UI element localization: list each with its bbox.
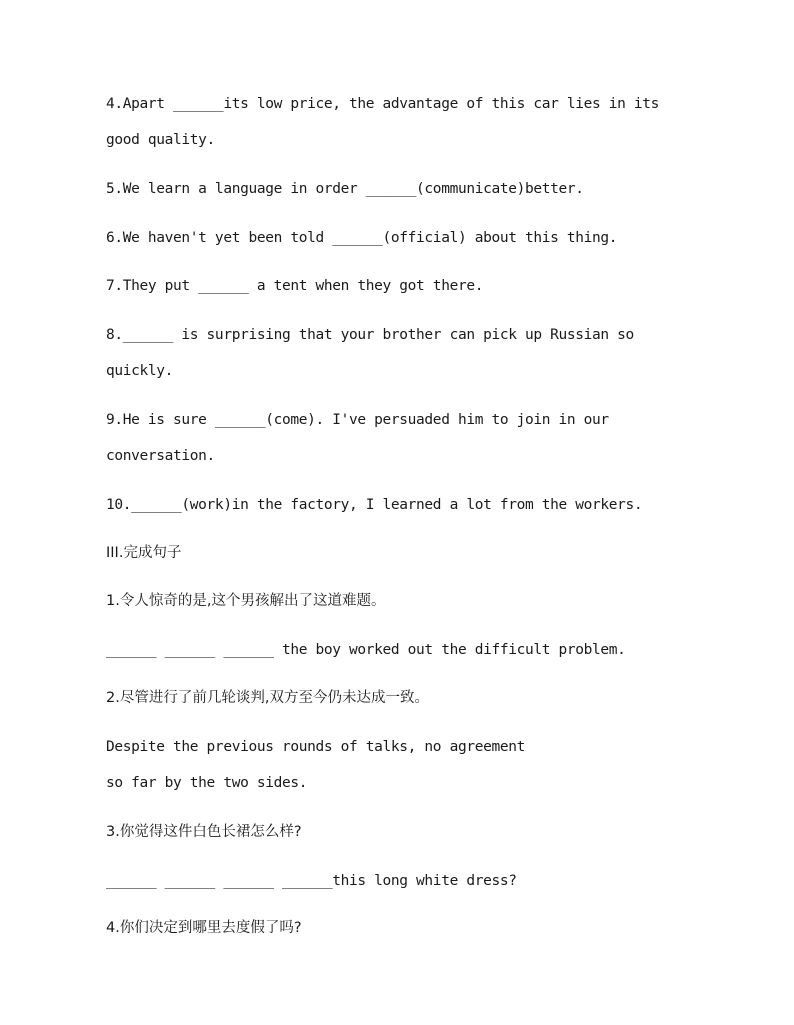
sentence-4-chinese: 4.你们决定到哪里去度假了吗? [106, 920, 302, 936]
exercise-8-line-1: 8.______ is surprising that your brother can pick up Russian so [106, 327, 634, 343]
exercise-10: 10.______(work)in the factory, I learned a lot from the workers. [106, 497, 643, 513]
sentence-1-chinese: 1.令人惊奇的是,这个男孩解出了这道难题。 [106, 593, 386, 609]
sentence-2-english-line-2: so far by the two sides. [106, 775, 308, 791]
sentence-2-chinese: 2.尽管进行了前几轮谈判,双方至今仍未达成一致。 [106, 690, 429, 706]
exercise-6: 6.We haven't yet been told ______(official) about this thing. [106, 230, 618, 246]
exercise-9-line-2: conversation. [106, 448, 215, 464]
exercise-4-line-1: 4.Apart ______its low price, the advantage of this car lies in its [106, 96, 660, 112]
section-heading: III.完成句子 [106, 545, 182, 561]
sentence-3-english: ______ ______ ______ ______this long white dress? [106, 873, 517, 889]
sentence-3-chinese: 3.你觉得这件白色长裙怎么样? [106, 824, 302, 840]
sentence-1-english: ______ ______ ______ the boy worked out the difficult problem. [106, 642, 626, 658]
exercise-7: 7.They put ______ a tent when they got there. [106, 278, 484, 294]
sentence-2-english-line-1: Despite the previous rounds of talks, no agreement [106, 739, 525, 755]
exercise-9-line-1: 9.He is sure ______(come). I've persuaded him to join in our [106, 412, 609, 428]
exercise-5: 5.We learn a language in order ______(communicate)better. [106, 181, 584, 197]
exercise-4-line-2: good quality. [106, 132, 215, 148]
exercise-8-line-2: quickly. [106, 363, 174, 379]
